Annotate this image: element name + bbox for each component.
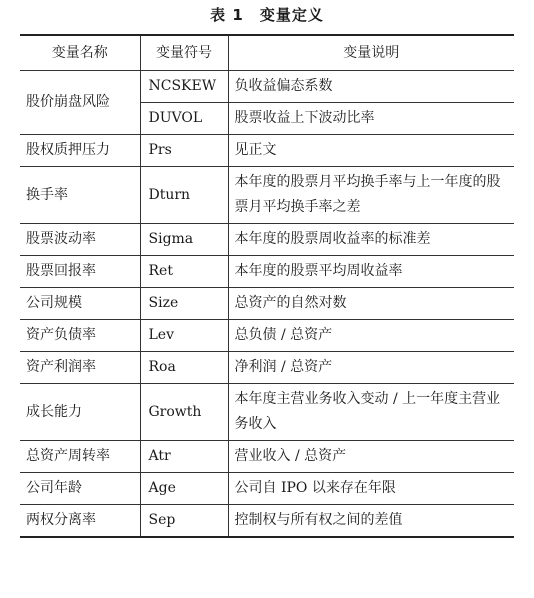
variable-symbol-cell: Ret: [140, 256, 228, 288]
table-row: [20, 384, 514, 441]
variable-description-cell: 股票收益上下波动比率: [228, 103, 514, 135]
table-row: [20, 71, 514, 103]
variable-symbol-cell: Dturn: [140, 167, 228, 224]
variable-symbol-cell: Sep: [140, 505, 228, 538]
variable-symbol-cell: Size: [140, 288, 228, 320]
variable-description-cell: 负收益偏态系数: [228, 71, 514, 103]
variable-name-cell: 股票波动率: [20, 224, 140, 256]
table-row: [20, 167, 514, 224]
table-header-row: [20, 35, 514, 71]
variable-symbol-cell: Roa: [140, 352, 228, 384]
variable-symbol-cell: Lev: [140, 320, 228, 352]
table-row: [20, 352, 514, 384]
variable-symbol-cell: Sigma: [140, 224, 228, 256]
variable-description-cell: 控制权与所有权之间的差值: [228, 505, 514, 538]
variable-symbol-cell: DUVOL: [140, 103, 228, 135]
variable-symbol-cell: Prs: [140, 135, 228, 167]
variable-description-cell: 本年度的股票周收益率的标准差: [228, 224, 514, 256]
variable-name-cell: 股权质押压力: [20, 135, 140, 167]
variable-symbol-cell: Atr: [140, 441, 228, 473]
variable-name-cell: 公司年龄: [20, 473, 140, 505]
variable-description-cell: 本年度的股票平均周收益率: [228, 256, 514, 288]
variable-description-cell: 公司自 IPO 以来存在年限: [228, 473, 514, 505]
variable-name-cell: 公司规模: [20, 288, 140, 320]
variable-symbol-cell: Age: [140, 473, 228, 505]
variable-description-cell: 总负债 / 总资产: [228, 320, 514, 352]
variable-name-cell: 资产利润率: [20, 352, 140, 384]
header-variable-description: 变量说明: [228, 35, 514, 71]
table-row: [20, 441, 514, 473]
table-row: [20, 505, 514, 538]
table-row: [20, 224, 514, 256]
variable-name-cell: 资产负债率: [20, 320, 140, 352]
table-row: [20, 320, 514, 352]
table-caption: 表 1 变量定义: [210, 6, 324, 24]
table-row: [20, 288, 514, 320]
variable-definition-table: [20, 34, 514, 538]
variable-name-cell: 总资产周转率: [20, 441, 140, 473]
variable-symbol-cell: NCSKEW: [140, 71, 228, 103]
variable-description-cell: 见正文: [228, 135, 514, 167]
variable-name-cell: 股票回报率: [20, 256, 140, 288]
variable-name-cell: 成长能力: [20, 384, 140, 441]
variable-description-cell: 总资产的自然对数: [228, 288, 514, 320]
variable-description-cell: 净利润 / 总资产: [228, 352, 514, 384]
variable-name-cell: 换手率: [20, 167, 140, 224]
table-row: [20, 256, 514, 288]
variable-description-cell: 本年度主营业务收入变动 / 上一年度主营业务收入: [228, 384, 514, 441]
header-variable-symbol: 变量符号: [140, 35, 228, 71]
table-row: [20, 135, 514, 167]
variable-symbol-cell: Growth: [140, 384, 228, 441]
table-row: [20, 473, 514, 505]
variable-name-cell: 股价崩盘风险: [20, 71, 140, 135]
variable-description-cell: 营业收入 / 总资产: [228, 441, 514, 473]
variable-name-cell: 两权分离率: [20, 505, 140, 538]
variable-description-cell: 本年度的股票月平均换手率与上一年度的股票月平均换手率之差: [228, 167, 514, 224]
header-variable-name: 变量名称: [20, 35, 140, 71]
